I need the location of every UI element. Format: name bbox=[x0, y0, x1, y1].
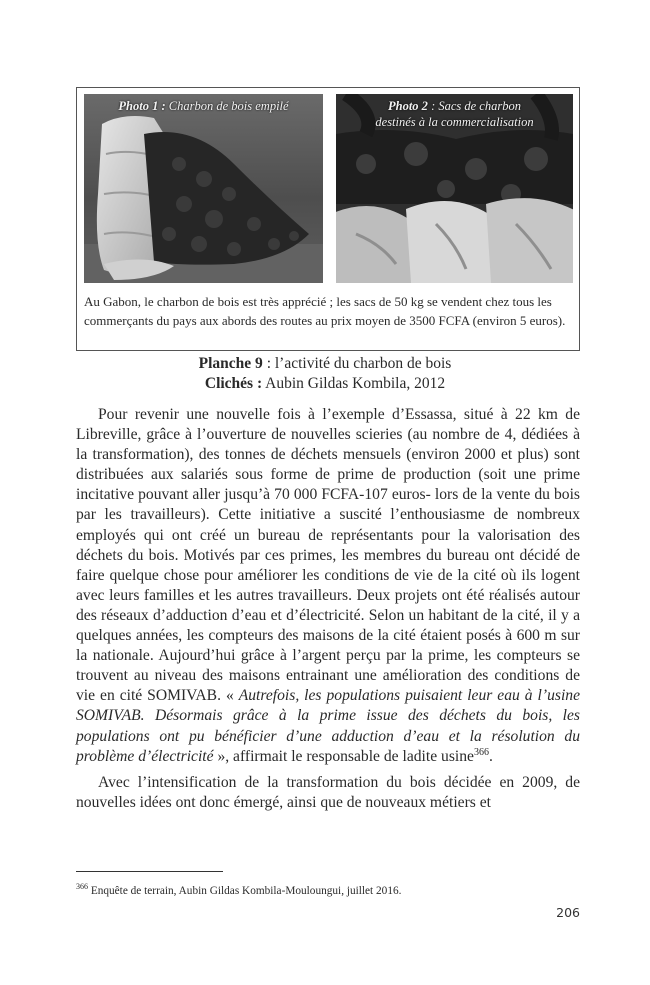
footnote bbox=[76, 880, 401, 898]
photo-charcoal-pile bbox=[84, 94, 323, 283]
page-number: 206 bbox=[556, 905, 580, 920]
main-text bbox=[76, 405, 580, 813]
paragraph-2: Avec l’intensification de la transformation du bois décidée en 2009, de nouvelles idées ont donc émergé, ainsi que de nouveaux métiers et bbox=[76, 773, 580, 811]
planche-title-text: : l’activité du charbon de bois bbox=[262, 355, 452, 372]
paragraph-1-end: . bbox=[488, 747, 493, 765]
footnote-divider bbox=[76, 871, 223, 872]
planche-title bbox=[0, 354, 650, 374]
figure-description: Au Gabon, le charbon de bois est très apprécié ; les sacs de 50 kg se vendent chez tous les commerçants du pays aux abords des routes au prix moyen de 3500 FCFA (environ 5 euros). bbox=[84, 294, 566, 328]
footnote-text: Enquête de terrain, Aubin Gildas Kombila-Mouloungui, juillet 2016. bbox=[88, 884, 402, 897]
paragraph-1-text: Pour revenir une nouvelle fois à l’exemple d’Essassa, situé à 22 km de Libreville, grâce à l’ouverture de nouvelles scieries (au nombre de 4, dédiées à la transformation), des tonnes de déchets mensuels (environ 2000 et plus) sont distribuées aux salariés sous forme de prime de production (soit une prime incitative pouvant aller jusqu’à 70 000 FCFA-107 euros- lors de la vente du bois par les travailleurs). Cette initiative a suscité l’enthousiasme de nombreux employés qui ont créé un bureau de représentants pour la valorisation des déchets du bois. Motivés par ces primes, les membres du bureau ont décidé de faire quelque chose pour améliorer les conditions de vie de la cité où ils logent avec leurs familles et les autres travailleurs. Deux projets ont été réalisés autour des réseaux d’adduction d’eau et d’électricité. Selon un habitant de la cité, il y a quelques années, les compteurs des maisons de la cité étaient posés à 600 m sur la nationale. Aujourd’hui grâce à l’argent perçu par la prime, les compteurs se trouvent au niveau des maisons entrainant une amélioration des conditions de vie en cité SOMIVAB. « bbox=[76, 406, 580, 705]
photo1-caption bbox=[84, 98, 323, 114]
photo2-caption-line2: destinés à la commercialisation bbox=[375, 115, 534, 129]
photo2-caption-line1: : Sacs de charbon bbox=[431, 99, 521, 113]
paragraph-1-quote: Autrefois, les populations puisaient leur eau à l’usine SOMIVAB. Désormais grâce à la prime issue des déchets du bois, les populations ont pu bénéficier d’une adduction d’eau et la résolution du problème d’électricité bbox=[76, 687, 580, 765]
planche-credit bbox=[0, 374, 650, 394]
footnote-reference[interactable]: 366 bbox=[473, 746, 489, 758]
planche-label: Planche 9 bbox=[198, 355, 263, 372]
paragraph-1-attribution: », affirmait le responsable de ladite usine bbox=[213, 747, 474, 765]
photo1-caption-text: Charbon de bois empilé bbox=[168, 99, 289, 113]
photo-charcoal-sacks bbox=[336, 94, 573, 283]
photo1-label: Photo 1 : bbox=[118, 99, 166, 113]
photo2-label: Photo 2 bbox=[388, 99, 428, 113]
planche-credit-label: Clichés : bbox=[204, 375, 263, 392]
figure-box bbox=[76, 87, 580, 351]
planche-credit-text: Aubin Gildas Kombila, 2012 bbox=[262, 375, 446, 392]
footnote-number: 366 bbox=[76, 882, 88, 891]
paragraph-1 bbox=[76, 405, 580, 767]
photo2-caption bbox=[336, 98, 573, 130]
photo-charcoal-pile-image bbox=[84, 94, 323, 283]
